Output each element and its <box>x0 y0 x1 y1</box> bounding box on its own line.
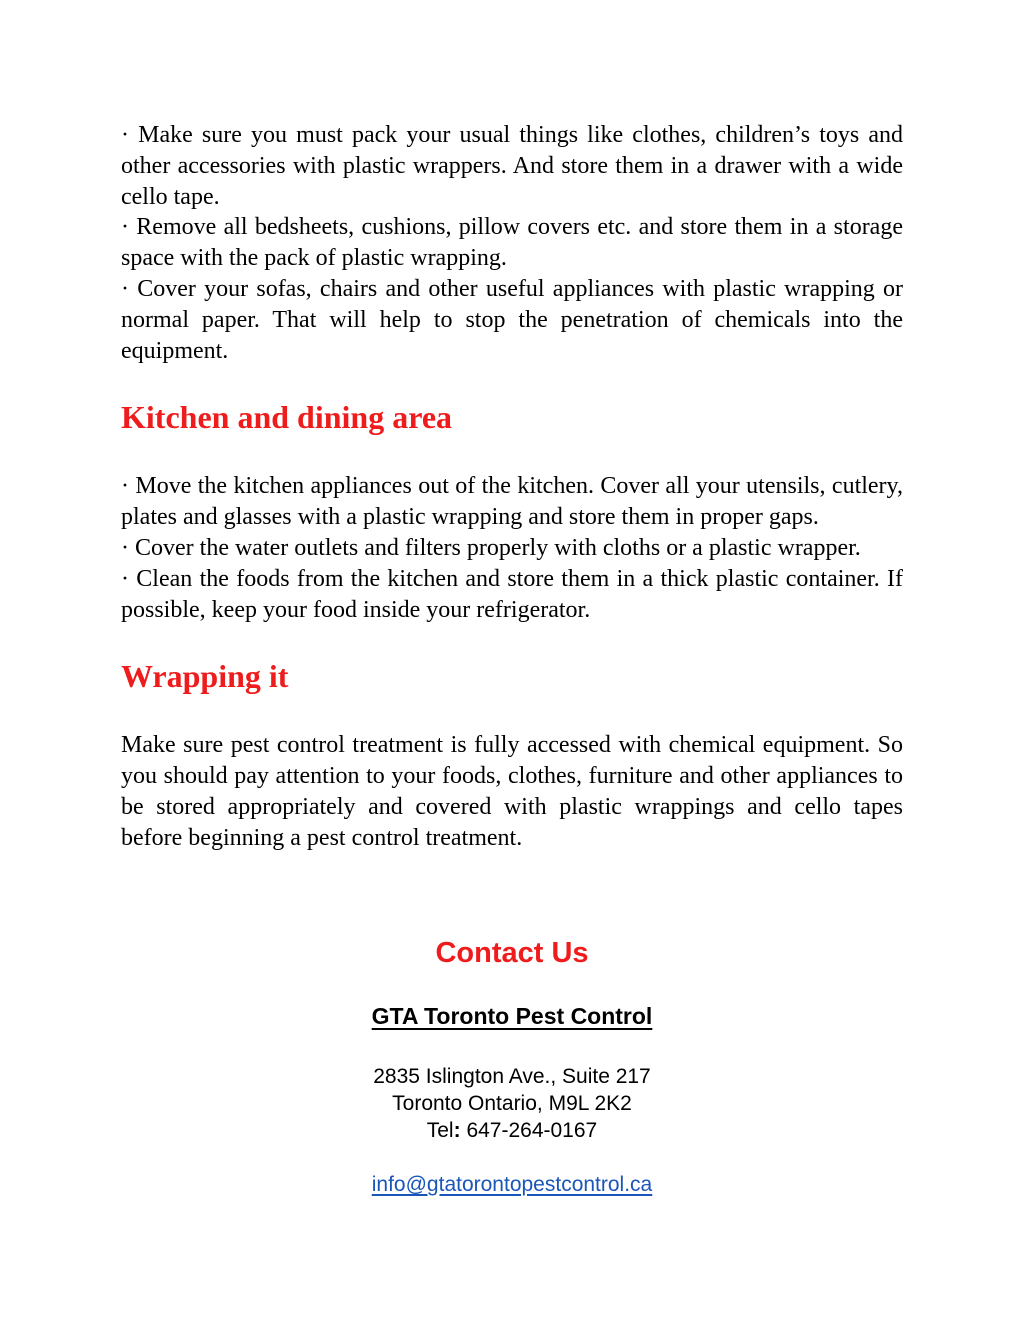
intro-bullet: · Remove all bedsheets, cushions, pillow covers etc. and store them in a storage space with the pack of plastic wrapping. <box>121 214 903 272</box>
tel-number: 647-264-0167 <box>460 1119 598 1142</box>
address-line-2: Toronto Ontario, M9L 2K2 <box>392 1092 632 1115</box>
intro-bullet: · Cover your sofas, chairs and other useful appliances with plastic wrapping or normal paper. That will help to stop the penetration of chemicals into the equipment. <box>121 275 903 364</box>
email-link[interactable]: info@gtatorontopestcontrol.ca <box>371 1173 653 1196</box>
company-name-text: GTA Toronto Pest Control <box>371 1003 653 1029</box>
address-line-1: 2835 Islington Ave., Suite 217 <box>373 1065 651 1088</box>
intro-bullet: · Make sure you must pack your usual things like clothes, children’s toys and other accessories with plastic wrappers. And store them in a drawer with a wide cello tape. <box>121 122 903 210</box>
document-body <box>121 120 903 854</box>
telephone-line <box>0 1117 1024 1144</box>
wrapping-paragraph: Make sure pest control treatment is fully accessed with chemical equipment. So you should pay attention to your foods, clothes, furniture and other appliances to be stored appropriately and covered with plastic wrappings and cello tapes before beginning a pest control treatment. <box>121 732 903 851</box>
kitchen-bullet: · Cover the water outlets and filters properly with cloths or a plastic wrapper. <box>121 534 861 561</box>
company-name <box>0 1000 1024 1032</box>
email-line <box>0 1171 1024 1198</box>
kitchen-bullet: · Move the kitchen appliances out of the kitchen. Cover all your utensils, cutlery, plates and glasses with a plastic wrapping and store them in proper gaps. <box>121 473 903 531</box>
tel-label: Tel <box>426 1119 454 1142</box>
kitchen-heading: Kitchen and dining area <box>121 399 453 436</box>
tel-colon: : <box>453 1119 461 1142</box>
contact-heading: Contact Us <box>435 937 589 969</box>
kitchen-bullet: · Clean the foods from the kitchen and store them in a thick plastic container. If possible, keep your food inside your refrigerator. <box>121 565 903 623</box>
wrapping-heading: Wrapping it <box>121 658 289 695</box>
